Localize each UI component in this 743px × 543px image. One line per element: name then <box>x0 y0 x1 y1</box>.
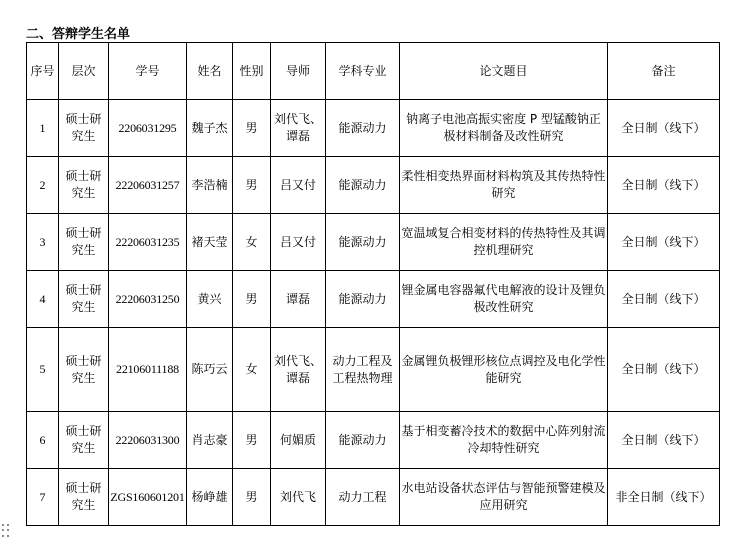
row-name: 魏子杰 <box>187 100 233 157</box>
row-note: 全日制（线下） <box>608 157 720 214</box>
row-gender: 男 <box>233 157 271 214</box>
table-header-row <box>27 43 720 100</box>
defense-student-table <box>26 42 720 526</box>
row-student-id: 22206031250 <box>109 271 187 328</box>
row-student-id: 22206031257 <box>109 157 187 214</box>
row-no: 2 <box>27 157 59 214</box>
row-advisor: 谭磊 <box>271 271 326 328</box>
row-note: 全日制（线下） <box>608 100 720 157</box>
header-student-id: 学号 <box>109 43 187 100</box>
row-no: 4 <box>27 271 59 328</box>
row-level: 硕士研究生 <box>59 271 109 328</box>
row-gender: 男 <box>233 100 271 157</box>
row-major: 能源动力 <box>326 100 400 157</box>
header-gender: 性别 <box>233 43 271 100</box>
row-student-id: 22106011188 <box>109 328 187 412</box>
table-row <box>27 469 720 526</box>
row-note: 全日制（线下） <box>608 328 720 412</box>
row-thesis-title: 锂金属电容器氟代电解液的设计及锂负极改性研究 <box>400 271 608 328</box>
row-student-id: 2206031295 <box>109 100 187 157</box>
row-advisor: 吕又付 <box>271 214 326 271</box>
row-name: 黄兴 <box>187 271 233 328</box>
row-thesis-title: 基于相变蓄冷技术的数据中心阵列射流冷却特性研究 <box>400 412 608 469</box>
row-advisor: 刘代飞 <box>271 469 326 526</box>
row-name: 李浩楠 <box>187 157 233 214</box>
table-row <box>27 271 720 328</box>
row-thesis-title: 水电站设备状态评估与智能预警建模及应用研究 <box>400 469 608 526</box>
row-level: 硕士研究生 <box>59 214 109 271</box>
row-no: 1 <box>27 100 59 157</box>
row-thesis-title: 柔性相变热界面材料构筑及其传热特性研究 <box>400 157 608 214</box>
row-level: 硕士研究生 <box>59 412 109 469</box>
row-level: 硕士研究生 <box>59 100 109 157</box>
row-gender: 女 <box>233 328 271 412</box>
row-name: 陈巧云 <box>187 328 233 412</box>
row-no: 6 <box>27 412 59 469</box>
row-major: 能源动力 <box>326 271 400 328</box>
header-advisor: 导师 <box>271 43 326 100</box>
row-level: 硕士研究生 <box>59 157 109 214</box>
header-thesis-title: 论文题目 <box>400 43 608 100</box>
row-advisor: 吕又付 <box>271 157 326 214</box>
row-note: 全日制（线下） <box>608 214 720 271</box>
row-note: 全日制（线下） <box>608 271 720 328</box>
row-level: 硕士研究生 <box>59 328 109 412</box>
row-advisor: 刘代飞、谭磊 <box>271 100 326 157</box>
row-gender: 男 <box>233 271 271 328</box>
row-name: 肖志豪 <box>187 412 233 469</box>
row-advisor: 刘代飞、谭磊 <box>271 328 326 412</box>
row-major: 动力工程及工程热物理 <box>326 328 400 412</box>
row-advisor: 何媚质 <box>271 412 326 469</box>
row-name: 褚天莹 <box>187 214 233 271</box>
row-level: 硕士研究生 <box>59 469 109 526</box>
row-no: 7 <box>27 469 59 526</box>
table-row <box>27 328 720 412</box>
row-thesis-title: 钠离子电池高振实密度 P 型锰酸钠正极材料制备及改性研究 <box>400 100 608 157</box>
row-name: 杨峥雄 <box>187 469 233 526</box>
row-student-id: ZGS160601201 <box>109 469 187 526</box>
row-gender: 男 <box>233 469 271 526</box>
table-row <box>27 100 720 157</box>
header-no: 序号 <box>27 43 59 100</box>
row-major: 能源动力 <box>326 214 400 271</box>
table-row <box>27 214 720 271</box>
header-name: 姓名 <box>187 43 233 100</box>
row-major: 能源动力 <box>326 412 400 469</box>
section-title: 二、答辩学生名单 <box>26 27 131 42</box>
row-gender: 女 <box>233 214 271 271</box>
row-major: 动力工程 <box>326 469 400 526</box>
row-note: 全日制（线下） <box>608 412 720 469</box>
row-student-id: 22206031300 <box>109 412 187 469</box>
table-row <box>27 412 720 469</box>
row-thesis-title: 宽温域复合相变材料的传热特性及其调控机理研究 <box>400 214 608 271</box>
row-note: 非全日制（线下） <box>608 469 720 526</box>
row-no: 5 <box>27 328 59 412</box>
row-gender: 男 <box>233 412 271 469</box>
row-student-id: 22206031235 <box>109 214 187 271</box>
header-note: 备注 <box>608 43 720 100</box>
row-thesis-title: 金属锂负极锂形核位点调控及电化学性能研究 <box>400 328 608 412</box>
header-level: 层次 <box>59 43 109 100</box>
row-no: 3 <box>27 214 59 271</box>
table-row <box>27 157 720 214</box>
header-major: 学科专业 <box>326 43 400 100</box>
drag-handle-icon[interactable] <box>2 524 10 538</box>
row-major: 能源动力 <box>326 157 400 214</box>
